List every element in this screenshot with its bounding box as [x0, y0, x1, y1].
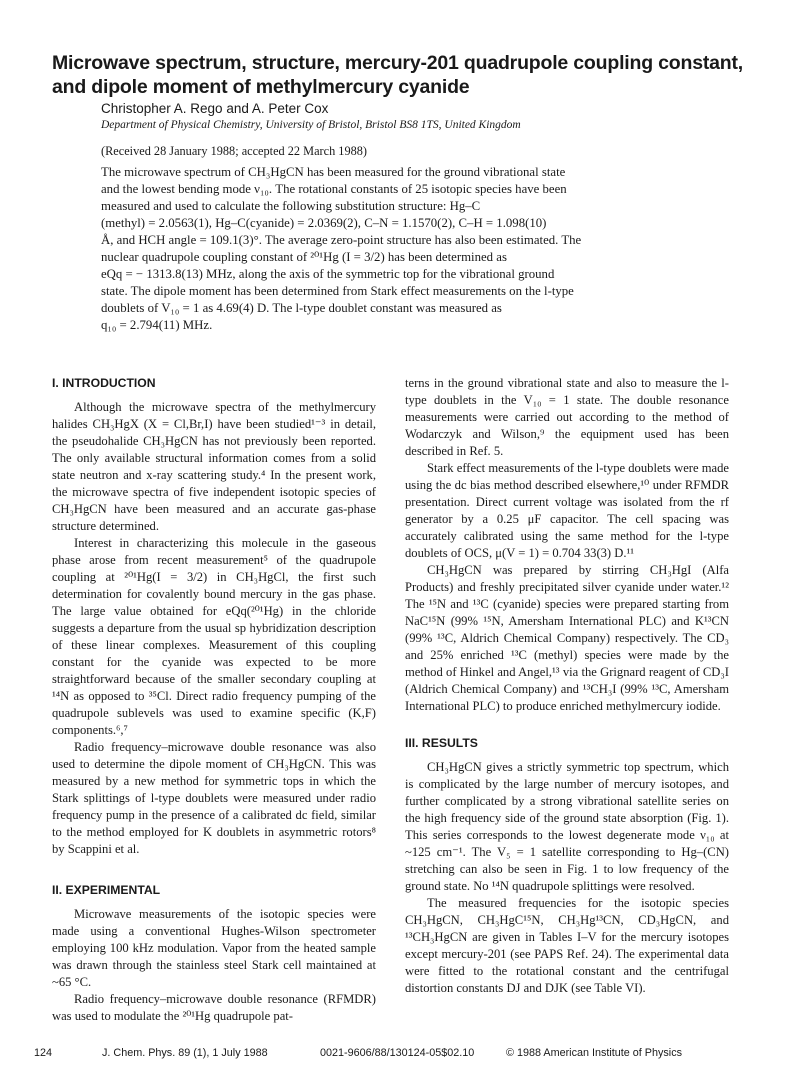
- left-column: [52, 375, 376, 1025]
- paragraph: CH₃HgCN gives a strictly symmetric top spectrum, which is complicated by the large number of mercury isotopes, and further complicated by a strong vibrational satellite series on the high frequency side of the ground state absorption (Fig. 1). This series corresponds to the lowest degenerate mode ν₁₀ at ~125 cm⁻¹. The V₅ = 1 satellite corresponding to Hg–(CN) stretching can also be seen in Fig. 1 to low frequency of the ground state. No ¹⁴N quadrupole splittings were resolved.: [405, 760, 729, 893]
- section-heading-experimental: II. EXPERIMENTAL: [52, 883, 161, 897]
- paragraph: Interest in characterizing this molecule in the gaseous phase arose from recent measurement⁵ of the quadrupole coupling at ²⁰¹Hg(I = 3/2) in CH₃HgCl, the first such determination for covalently bound mercury in the gas phase. The large value obtained for eQq(²⁰¹Hg) in the chloride suggests a departure from the usual sp hybridization description of these linear complexes. Measurement of this coupling constant for the cyanide was expected to be more straightforward because of the smaller secondary coupling at ¹⁴N as opposed to ³⁵Cl. Direct radio frequency pumping of the quadrupole sublevels was used to examine specific (K,F) components.⁶,⁷: [52, 536, 376, 737]
- paragraph: Stark effect measurements of the l-type doublets were made using the dc bias method described elsewhere,¹⁰ under RFMDR presentation. Direct current voltage was isolated from the rf generator by a 0.25 μF capacitor. The cell spacing was accurately calibrated using the same method for the l-type doublets of OCS, μ(V = 1) = 0.704 33(3) D.¹¹: [405, 461, 729, 560]
- right-column: [405, 375, 729, 997]
- section-heading-results: III. RESULTS: [405, 736, 478, 750]
- paragraph: Radio frequency–microwave double resonance (RFMDR) was used to modulate the ²⁰¹Hg quadrupole pat-: [52, 992, 376, 1023]
- abstract-line: and the lowest bending mode ν₁₀. The rotational constants of 25 isotopic species have been: [101, 182, 567, 196]
- article-code: 0021-9606/88/130124-05$02.10: [320, 1047, 475, 1059]
- abstract: [101, 164, 631, 334]
- abstract-line: Å, and HCH angle = 109.1(3)°. The average zero-point structure has also been estimated. The: [101, 233, 582, 247]
- paragraph-continued: terns in the ground vibrational state and also to measure the l-type doublets in the V₁₀ = 1 state. The double resonance measurements were carried out according to the method of Wodarczyk and Wilson,⁹ the equipment used has been described in Ref. 5.: [405, 376, 729, 458]
- affiliation: Department of Physical Chemistry, University of Bristol, Bristol BS8 1TS, United Kingdom: [101, 119, 521, 131]
- section-heading-introduction: I. INTRODUCTION: [52, 376, 156, 390]
- abstract-line: q₁₀ = 2.794(11) MHz.: [101, 318, 213, 332]
- paragraph: Microwave measurements of the isotopic species were made using a conventional Hughes-Wilson spectrometer employing 100 kHz modulation. Vapor from the heated sample was drawn through the stainless steel Stark cell maintained at ~65 °C.: [52, 907, 376, 989]
- paragraph: Radio frequency–microwave double resonance was also used to determine the dipole moment of CH₃HgCN. This was measured by a new method for symmetric tops in which the Stark splittings of l-type doublets were measured under radio frequency pump in the presence of a calibrated dc field, similar to the method employed for K doublets in asymmetric rotors⁸ by Scappini et al.: [52, 740, 376, 856]
- page-number: 124: [34, 1047, 53, 1059]
- received-dates: (Received 28 January 1988; accepted 22 March 1988): [101, 144, 367, 158]
- abstract-line: (methyl) = 2.0563(1), Hg–C(cyanide) = 2.0369(2), C–N = 1.1570(2), C–H = 1.098(10): [101, 216, 547, 230]
- journal-citation: J. Chem. Phys. 89 (1), 1 July 1988: [102, 1047, 268, 1059]
- abstract-line: eQq = − 1313.8(13) MHz, along the axis of the symmetric top for the vibrational ground: [101, 267, 555, 281]
- paragraph: CH₃HgCN was prepared by stirring CH₃HgI (Alfa Products) and freshly precipitated silver cyanide under water.¹² The ¹⁵N and ¹³C (cyanide) species were prepared starting from NaC¹⁵N (99% ¹⁵N, Amersham International PLC) and K¹³CN (99% ¹³C, Aldrich Chemical Company) respectively. The CD₃ and 25% enriched ¹³C (methyl) species were made by the method of Hinkel and Angel,¹³ via the Grignard reagent of CD₃I (Aldrich Chemical Company) and ¹³CH₃I (99% ¹³C, Amersham International PLC) to produce enriched methylmercury iodide.: [405, 563, 729, 713]
- abstract-line: The microwave spectrum of CH₃HgCN has been measured for the ground vibrational state: [101, 165, 566, 179]
- abstract-line: nuclear quadrupole coupling constant of ²⁰¹Hg (I = 3/2) has been determined as: [101, 250, 507, 264]
- author-list: Christopher A. Rego and A. Peter Cox: [101, 101, 329, 116]
- paper-title: Microwave spectrum, structure, mercury-201 quadrupole coupling constant, and dipole moment of methylmercury cyanide: [52, 52, 744, 98]
- paragraph: Although the microwave spectra of the methylmercury halides CH₃HgX (X = Cl,Br,I) have been studied¹⁻³ in detail, the pseudohalide CH₃HgCN has not previously been reported. The only available structural information comes from a solid state neutron and x-ray scattering study.⁴ In the present work, the microwave spectra of five independent isotopic species of CH₃HgCN have been measured and an accurate gas-phase structure determined.: [52, 400, 376, 533]
- abstract-line: doublets of V₁₀ = 1 as 4.69(4) D. The l-type doublet constant was measured as: [101, 301, 502, 315]
- paragraph: The measured frequencies for the isotopic species CH₃HgCN, CH₃HgC¹⁵N, CH₃Hg¹³CN, CD₃HgCN, and ¹³CH₃HgCN are given in Tables I–V for the mercury isotopes except mercury-201 (see PAPS Ref. 24). The experimental data were fitted to the rotational constant and the centrifugal distortion constants DJ and DJK (see Table VI).: [405, 896, 729, 995]
- abstract-line: measured and used to calculate the following substitution structure: Hg–C: [101, 199, 481, 213]
- abstract-line: state. The dipole moment has been determined from Stark effect measurements on the l-type: [101, 284, 574, 298]
- copyright-notice: © 1988 American Institute of Physics: [506, 1047, 682, 1059]
